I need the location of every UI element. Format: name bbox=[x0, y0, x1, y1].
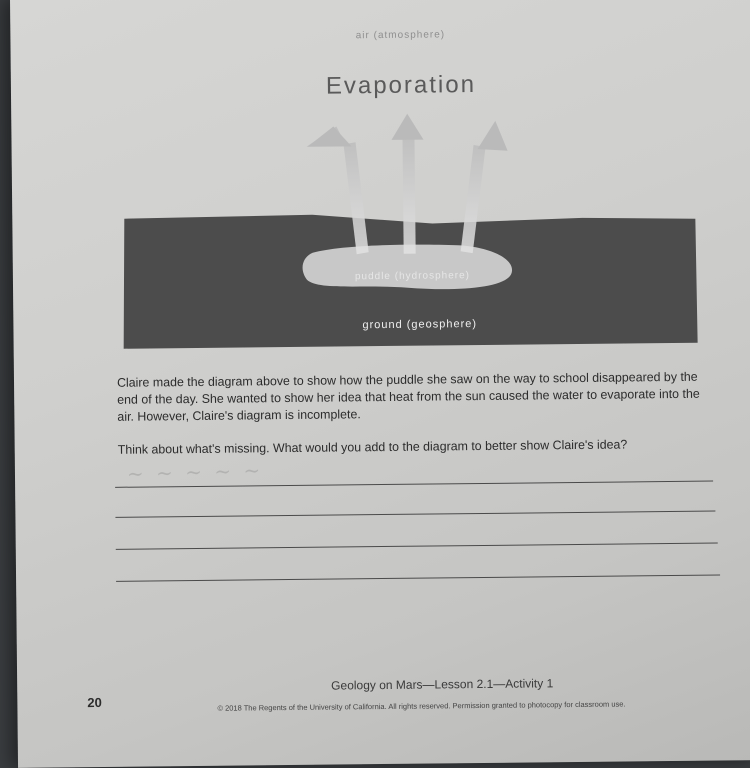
worksheet-page bbox=[10, 0, 750, 768]
ground-label: ground (geosphere) bbox=[362, 318, 478, 332]
answer-line-2[interactable] bbox=[115, 511, 715, 518]
faint-handwriting: ~ ~ ~ ~ ~ bbox=[126, 458, 264, 486]
answer-line-3[interactable] bbox=[116, 543, 718, 550]
copyright-notice: © 2018 The Regents of the University of California. All rights reserved. Permission granted to photocopy for classroom use. bbox=[217, 699, 626, 713]
diagram-title: Evaporation bbox=[325, 71, 477, 100]
lesson-title: Geology on Mars—Lesson 2.1—Activity 1 bbox=[331, 676, 554, 693]
air-label: air (atmosphere) bbox=[355, 29, 446, 42]
question-text: Think about what's missing. What would you add to the diagram to better show Claire's idea? bbox=[117, 437, 628, 457]
page-number: 20 bbox=[87, 694, 102, 711]
puddle-label: puddle (hydrosphere) bbox=[354, 270, 471, 283]
answer-line-4[interactable] bbox=[116, 574, 720, 581]
prompt-paragraph: Claire made the diagram above to show how the puddle she saw on the way to school disappeared by the end of the day. She wanted to show her idea that heat from the sun caused the water to evaporate into the air. However, Claire's diagram is incomplete. bbox=[116, 369, 700, 424]
